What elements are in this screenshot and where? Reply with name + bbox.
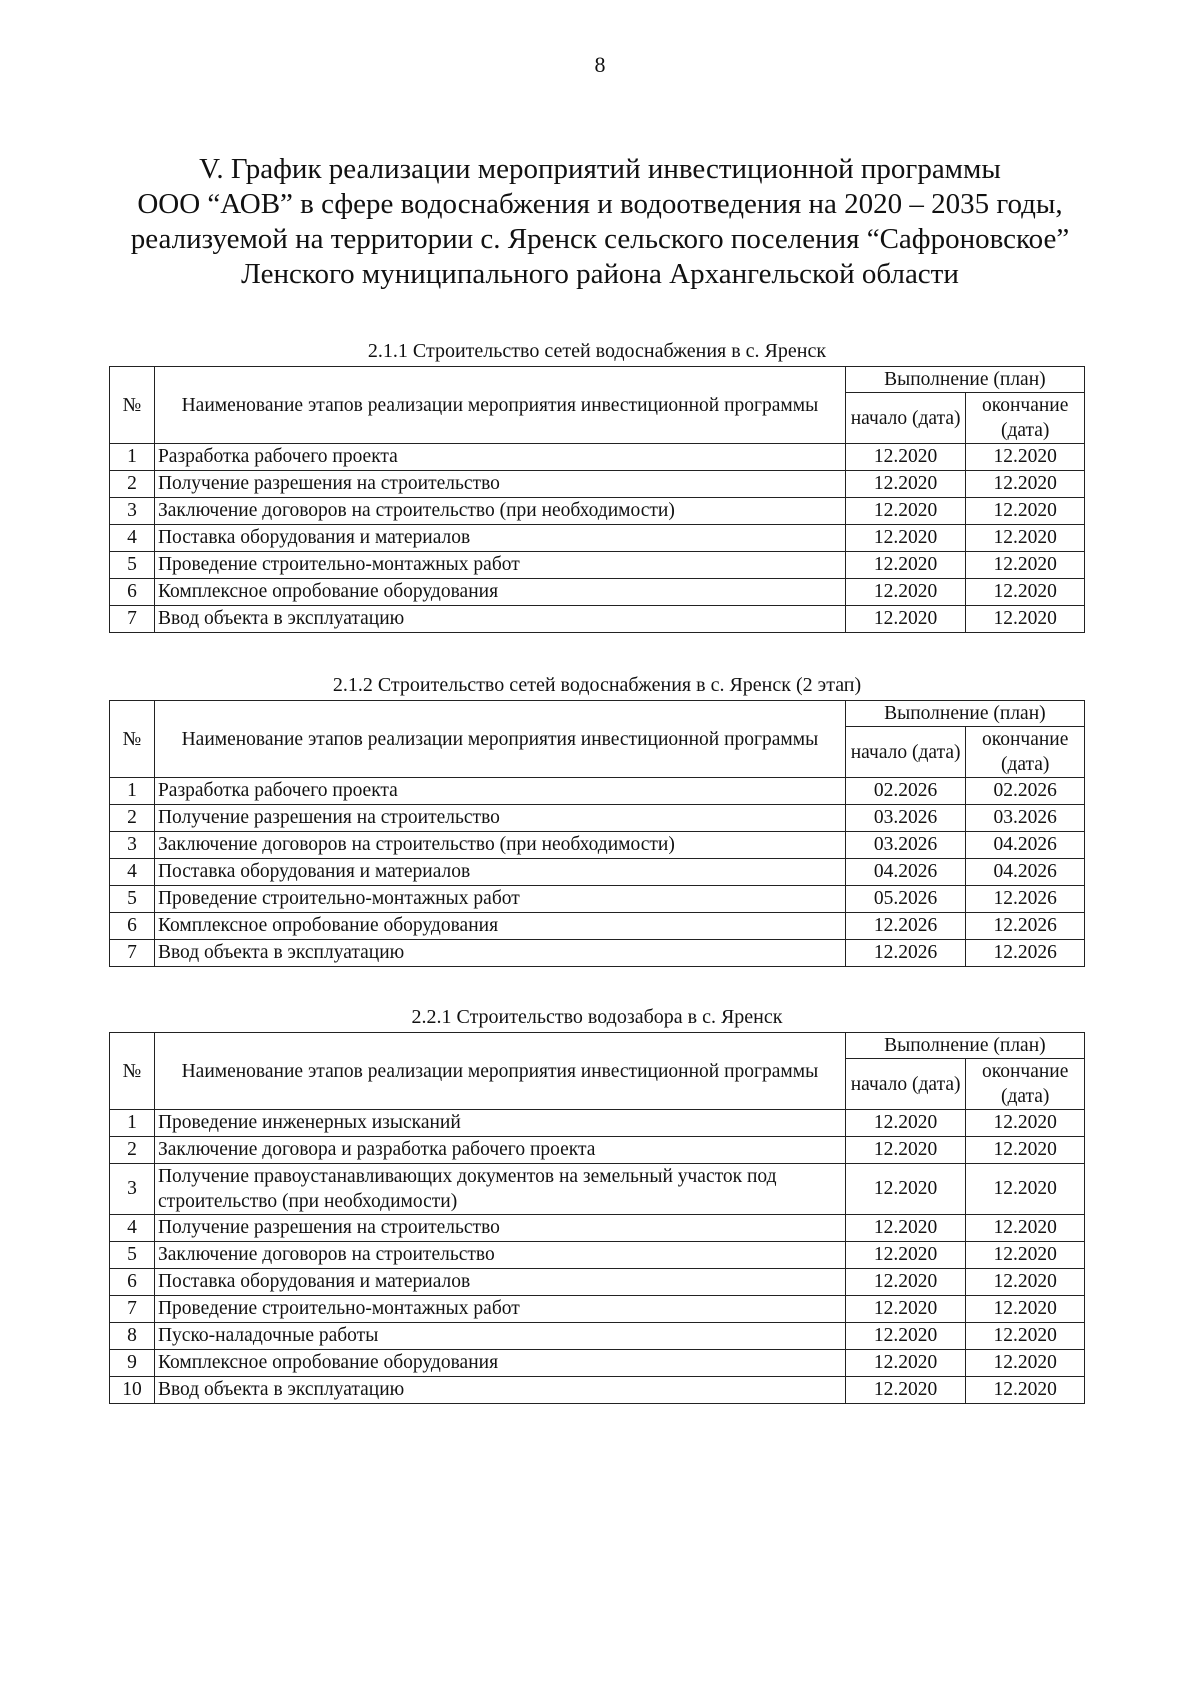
row-end-date: 12.2020 — [966, 1269, 1085, 1296]
row-stage-name: Проведение строительно-монтажных работ — [154, 552, 845, 579]
header-stage-name: Наименование этапов реализации мероприятия инвестиционной программы — [154, 367, 845, 444]
row-stage-name: Комплексное опробование оборудования — [154, 913, 845, 940]
row-end-date: 02.2026 — [966, 778, 1085, 805]
table-row — [110, 1350, 1085, 1377]
row-number: 7 — [110, 940, 155, 967]
row-end-date: 12.2020 — [966, 1377, 1085, 1404]
row-stage-name: Заключение договора и разработка рабочего проекта — [154, 1137, 845, 1164]
table-row — [110, 1242, 1085, 1269]
row-number: 2 — [110, 805, 155, 832]
row-end-date: 12.2020 — [966, 606, 1085, 633]
header-end-date: окончание (дата) — [966, 1059, 1085, 1110]
row-end-date: 03.2026 — [966, 805, 1085, 832]
row-start-date: 12.2020 — [845, 552, 966, 579]
table-row — [110, 1110, 1085, 1137]
row-start-date: 12.2020 — [845, 1269, 966, 1296]
table-caption: 2.1.2 Строительство сетей водоснабжения в с. Яренск (2 этап) — [332, 674, 862, 696]
table-row — [110, 805, 1085, 832]
row-number: 7 — [110, 1296, 155, 1323]
schedule-section — [109, 336, 1085, 633]
row-start-date: 12.2020 — [845, 1242, 966, 1269]
row-stage-name: Поставка оборудования и материалов — [154, 859, 845, 886]
header-number: № — [110, 701, 155, 778]
row-end-date: 12.2020 — [966, 1296, 1085, 1323]
header-end-date: окончание (дата) — [966, 393, 1085, 444]
row-end-date: 12.2020 — [966, 1137, 1085, 1164]
row-stage-name: Ввод объекта в эксплуатацию — [154, 940, 845, 967]
table-row — [110, 778, 1085, 805]
row-stage-name: Комплексное опробование оборудования — [154, 579, 845, 606]
table-row — [110, 1137, 1085, 1164]
heading-line: Ленского муниципального района Архангельской области — [241, 258, 959, 290]
row-stage-name: Заключение договоров на строительство (при необходимости) — [154, 498, 845, 525]
row-number: 10 — [110, 1377, 155, 1404]
row-number: 6 — [110, 579, 155, 606]
row-number: 5 — [110, 1242, 155, 1269]
row-start-date: 12.2020 — [845, 1350, 966, 1377]
table-row — [110, 1269, 1085, 1296]
row-stage-name: Проведение строительно-монтажных работ — [154, 1296, 845, 1323]
table-row — [110, 859, 1085, 886]
header-stage-name: Наименование этапов реализации мероприятия инвестиционной программы — [154, 1033, 845, 1110]
row-start-date: 12.2020 — [845, 1110, 966, 1137]
row-start-date: 12.2020 — [845, 498, 966, 525]
header-execution: Выполнение (план) — [845, 701, 1084, 727]
row-end-date: 12.2020 — [966, 444, 1085, 471]
header-execution: Выполнение (план) — [845, 367, 1084, 393]
row-number: 1 — [110, 1110, 155, 1137]
row-start-date: 12.2026 — [845, 913, 966, 940]
row-number: 1 — [110, 444, 155, 471]
row-end-date: 12.2020 — [966, 471, 1085, 498]
row-end-date: 12.2020 — [966, 1164, 1085, 1215]
row-stage-name: Заключение договоров на строительство — [154, 1242, 845, 1269]
page-number: 8 — [594, 52, 606, 77]
schedule-section — [109, 1002, 1085, 1404]
row-stage-name: Пуско-наладочные работы — [154, 1323, 845, 1350]
table-row — [110, 1323, 1085, 1350]
row-number: 4 — [110, 859, 155, 886]
header-start-date: начало (дата) — [845, 1059, 966, 1110]
table-row — [110, 1377, 1085, 1404]
row-number: 3 — [110, 1164, 155, 1215]
header-start-date: начало (дата) — [845, 727, 966, 778]
row-end-date: 12.2020 — [966, 1215, 1085, 1242]
header-stage-name: Наименование этапов реализации мероприятия инвестиционной программы — [154, 701, 845, 778]
row-stage-name: Проведение инженерных изысканий — [154, 1110, 845, 1137]
row-start-date: 02.2026 — [845, 778, 966, 805]
row-end-date: 12.2026 — [966, 913, 1085, 940]
row-start-date: 12.2020 — [845, 1377, 966, 1404]
table-row — [110, 579, 1085, 606]
row-start-date: 12.2020 — [845, 1215, 966, 1242]
row-end-date: 12.2020 — [966, 498, 1085, 525]
row-start-date: 12.2026 — [845, 940, 966, 967]
row-stage-name: Поставка оборудования и материалов — [154, 525, 845, 552]
row-stage-name: Разработка рабочего проекта — [154, 444, 845, 471]
row-stage-name: Комплексное опробование оборудования — [154, 1350, 845, 1377]
row-start-date: 12.2020 — [845, 1296, 966, 1323]
heading-line: реализуемой на территории с. Яренск сельского поселения “Сафроновское” — [130, 223, 1070, 255]
row-number: 4 — [110, 1215, 155, 1242]
schedule-section — [109, 670, 1085, 967]
row-start-date: 12.2020 — [845, 471, 966, 498]
row-stage-name: Получение разрешения на строительство — [154, 471, 845, 498]
row-number: 6 — [110, 1269, 155, 1296]
row-number: 9 — [110, 1350, 155, 1377]
row-end-date: 12.2020 — [966, 1350, 1085, 1377]
header-number: № — [110, 1033, 155, 1110]
row-stage-name: Получение разрешения на строительство — [154, 1215, 845, 1242]
table-row — [110, 606, 1085, 633]
row-stage-name: Ввод объекта в эксплуатацию — [154, 606, 845, 633]
table-row — [110, 940, 1085, 967]
row-number: 3 — [110, 832, 155, 859]
row-end-date: 04.2026 — [966, 832, 1085, 859]
header-number: № — [110, 367, 155, 444]
row-start-date: 04.2026 — [845, 859, 966, 886]
row-start-date: 03.2026 — [845, 805, 966, 832]
row-number: 8 — [110, 1323, 155, 1350]
row-end-date: 12.2020 — [966, 579, 1085, 606]
row-end-date: 12.2026 — [966, 886, 1085, 913]
table-caption: 2.2.1 Строительство водозабора в с. Яренск — [411, 1006, 783, 1028]
table-caption: 2.1.1 Строительство сетей водоснабжения в с. Яренск — [367, 340, 827, 362]
table-row — [110, 886, 1085, 913]
row-end-date: 12.2020 — [966, 1242, 1085, 1269]
row-number: 1 — [110, 778, 155, 805]
table-row — [110, 1164, 1085, 1215]
schedule-table — [109, 1032, 1085, 1404]
row-start-date: 03.2026 — [845, 832, 966, 859]
row-end-date: 12.2020 — [966, 1110, 1085, 1137]
row-stage-name: Поставка оборудования и материалов — [154, 1269, 845, 1296]
header-end-date: окончание (дата) — [966, 727, 1085, 778]
row-start-date: 12.2020 — [845, 606, 966, 633]
heading-line: V. График реализации мероприятий инвестиционной программы — [199, 153, 1001, 185]
table-row — [110, 552, 1085, 579]
row-number: 7 — [110, 606, 155, 633]
row-stage-name: Разработка рабочего проекта — [154, 778, 845, 805]
row-number: 2 — [110, 1137, 155, 1164]
row-end-date: 04.2026 — [966, 859, 1085, 886]
row-end-date: 12.2020 — [966, 525, 1085, 552]
table-row — [110, 1215, 1085, 1242]
row-start-date: 12.2020 — [845, 579, 966, 606]
table-row — [110, 913, 1085, 940]
row-end-date: 12.2026 — [966, 940, 1085, 967]
table-row — [110, 444, 1085, 471]
row-start-date: 12.2020 — [845, 1137, 966, 1164]
row-end-date: 12.2020 — [966, 1323, 1085, 1350]
row-start-date: 12.2020 — [845, 1323, 966, 1350]
table-row — [110, 832, 1085, 859]
row-stage-name: Получение правоустанавливающих документов на земельный участок под строительство (при необходимости) — [154, 1164, 845, 1215]
table-row — [110, 525, 1085, 552]
row-number: 3 — [110, 498, 155, 525]
row-stage-name: Проведение строительно-монтажных работ — [154, 886, 845, 913]
row-stage-name: Заключение договоров на строительство (при необходимости) — [154, 832, 845, 859]
table-row — [110, 471, 1085, 498]
row-start-date: 12.2020 — [845, 525, 966, 552]
row-number: 4 — [110, 525, 155, 552]
schedule-table — [109, 366, 1085, 633]
row-number: 2 — [110, 471, 155, 498]
table-row — [110, 1296, 1085, 1323]
row-end-date: 12.2020 — [966, 552, 1085, 579]
heading-line: ООО “АОВ” в сфере водоснабжения и водоотведения на 2020 – 2035 годы, — [137, 188, 1063, 220]
row-start-date: 05.2026 — [845, 886, 966, 913]
row-number: 6 — [110, 913, 155, 940]
row-start-date: 12.2020 — [845, 1164, 966, 1215]
row-number: 5 — [110, 552, 155, 579]
header-execution: Выполнение (план) — [845, 1033, 1084, 1059]
row-stage-name: Ввод объекта в эксплуатацию — [154, 1377, 845, 1404]
schedule-table — [109, 700, 1085, 967]
row-stage-name: Получение разрешения на строительство — [154, 805, 845, 832]
row-number: 5 — [110, 886, 155, 913]
header-start-date: начало (дата) — [845, 393, 966, 444]
row-start-date: 12.2020 — [845, 444, 966, 471]
table-row — [110, 498, 1085, 525]
document-heading — [110, 152, 1090, 292]
